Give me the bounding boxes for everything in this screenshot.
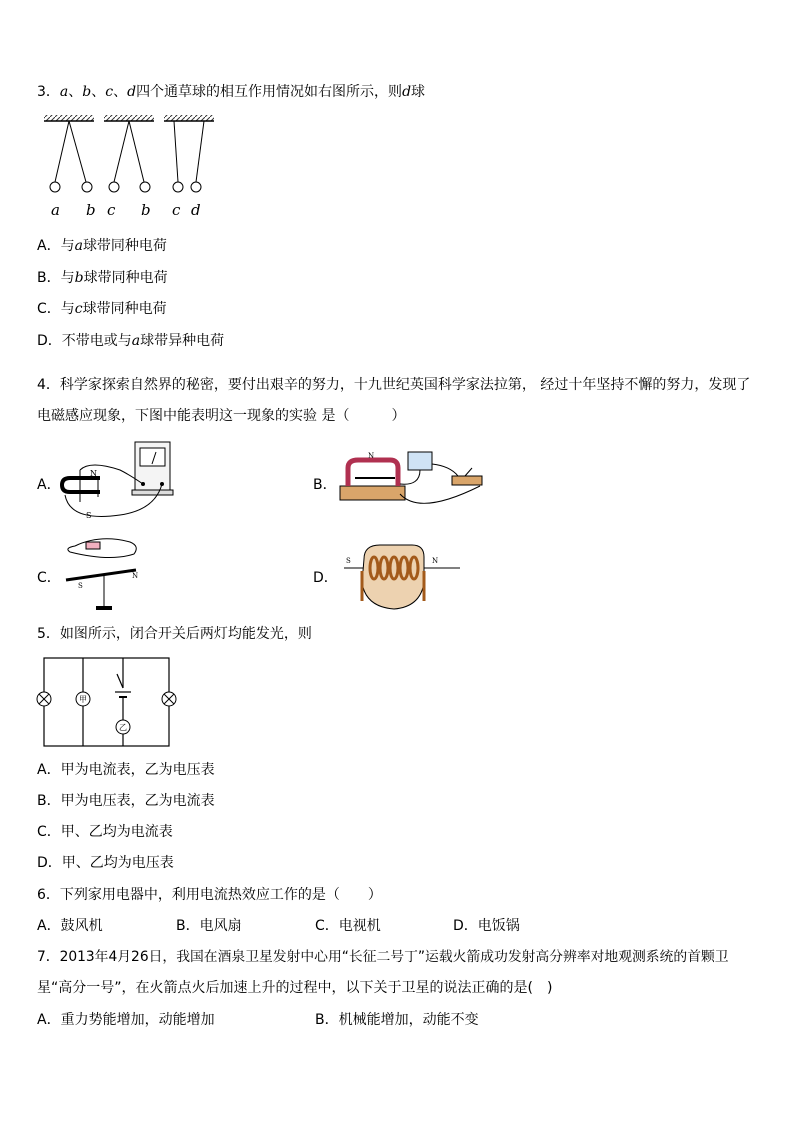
q3-stem [37,82,425,102]
q7-option-a[interactable]: A．重力势能增加，动能增加 [37,1012,215,1028]
q6-option-d[interactable]: D．电饭锅 [453,918,520,934]
ball-b [140,182,150,192]
q4-option-d-label[interactable]: D． [313,570,338,586]
q5-option-b[interactable]: B．甲为电压表，乙为电流表 [37,793,215,809]
q3-option-c[interactable] [37,299,167,319]
q3-option-d[interactable] [37,331,224,351]
option-text: D．不带电或与 [37,333,132,349]
option-var: c [74,301,83,317]
var-d: d [127,84,137,100]
stem-text: 四个通草球的相互作用情况如右图所示，则 [136,84,403,100]
fig-label: d [191,201,201,219]
fig-label: b [141,201,151,219]
option-text: B．与 [37,270,75,286]
ball-b [82,182,92,192]
ceiling-2 [104,115,154,121]
q5-option-a[interactable]: A．甲为电流表，乙为电压表 [37,762,215,778]
fig-label: c [107,201,116,219]
q6-option-a[interactable]: A．鼓风机 [37,918,103,934]
separator: 、 [68,84,83,100]
meter-yi-label: 乙 [119,723,127,732]
ball-a [50,182,60,192]
q4-stem-line2: 电磁感应现象，下图中能表明这一现象的实验 是（ ） [37,408,406,424]
fig-label: b [86,201,96,219]
q3-number: 3． [37,84,60,100]
fig-label-n: N [432,557,439,565]
q3-pith-balls-figure [40,112,240,224]
var-d: d [402,84,412,100]
meter-jia-label: 甲 [79,695,87,704]
option-text: A．与 [37,238,75,254]
option-text: C．与 [37,301,75,317]
q7-stem-line1: 7．2013年4月26日，我国在酒泉卫星发射中心用“长征二号丁”运载火箭成功发射高分辨率对地观测系统的首颗卫 [37,949,729,965]
separator: 、 [113,84,128,100]
option-var: a [131,333,141,349]
fig-label-s: S [78,582,83,590]
fig-label: c [172,201,181,219]
q7-stem-line2: 星“高分一号”，在火箭点火后加速上升的过程中，以下关于卫星的说法正确的是( ) [37,980,553,996]
q6-stem: 6．下列家用电器中，利用电流热效应工作的是（ ） [37,887,382,903]
fig-label-s: S [346,557,351,565]
q4-figure-b-motor [340,446,490,518]
lamp-right [162,692,176,706]
fig-label-n: N [132,572,139,580]
q5-option-c[interactable]: C．甲、乙均为电流表 [37,824,173,840]
q3-option-a[interactable] [37,236,167,256]
stem-text: 球 [411,84,426,100]
separator: 、 [91,84,106,100]
q6-option-c[interactable]: C．电视机 [315,918,381,934]
option-text: 球带同种电荷 [82,238,167,254]
option-var: a [74,238,83,254]
q4-option-b-label[interactable]: B． [313,477,337,493]
ceiling-1 [44,115,94,121]
q4-figure-a-induction [60,440,188,522]
var-a: a [59,84,69,100]
q4-option-a-label[interactable]: A． [37,477,61,493]
q4-stem-line1: 4．科学家探索自然界的秘密，要付出艰辛的努力，十九世纪英国科学家法拉第， 经过十年坚持不懈的努力，发现了 [37,377,751,393]
option-text: 球带同种电荷 [82,301,167,317]
ball-d [191,182,201,192]
ceiling-3 [164,115,214,121]
q4-figure-d-right-hand-rule [340,541,465,613]
fig-label-n: N [368,452,375,460]
fig-label: a [51,201,60,219]
ball-c [173,182,183,192]
q7-option-b[interactable]: B．机械能增加，动能不变 [315,1012,479,1028]
q5-option-d[interactable]: D．甲、乙均为电压表 [37,855,174,871]
fig-label-n: N [90,469,97,478]
fig-label-s: S [86,511,92,520]
q5-circuit-figure [35,656,175,748]
var-c: c [105,84,114,100]
var-b: b [82,84,92,100]
option-text: 球带同种电荷 [83,270,168,286]
option-var: b [74,270,84,286]
q5-stem: 5．如图所示，闭合开关后两灯均能发光，则 [37,626,312,642]
q4-option-c-label[interactable]: C． [37,570,61,586]
option-text: 球带异种电荷 [140,333,225,349]
q6-option-b[interactable]: B．电风扇 [176,918,242,934]
lamp-left [37,692,51,706]
q3-option-b[interactable] [37,268,168,288]
q4-figure-c-oersted [60,532,150,612]
ball-c [109,182,119,192]
